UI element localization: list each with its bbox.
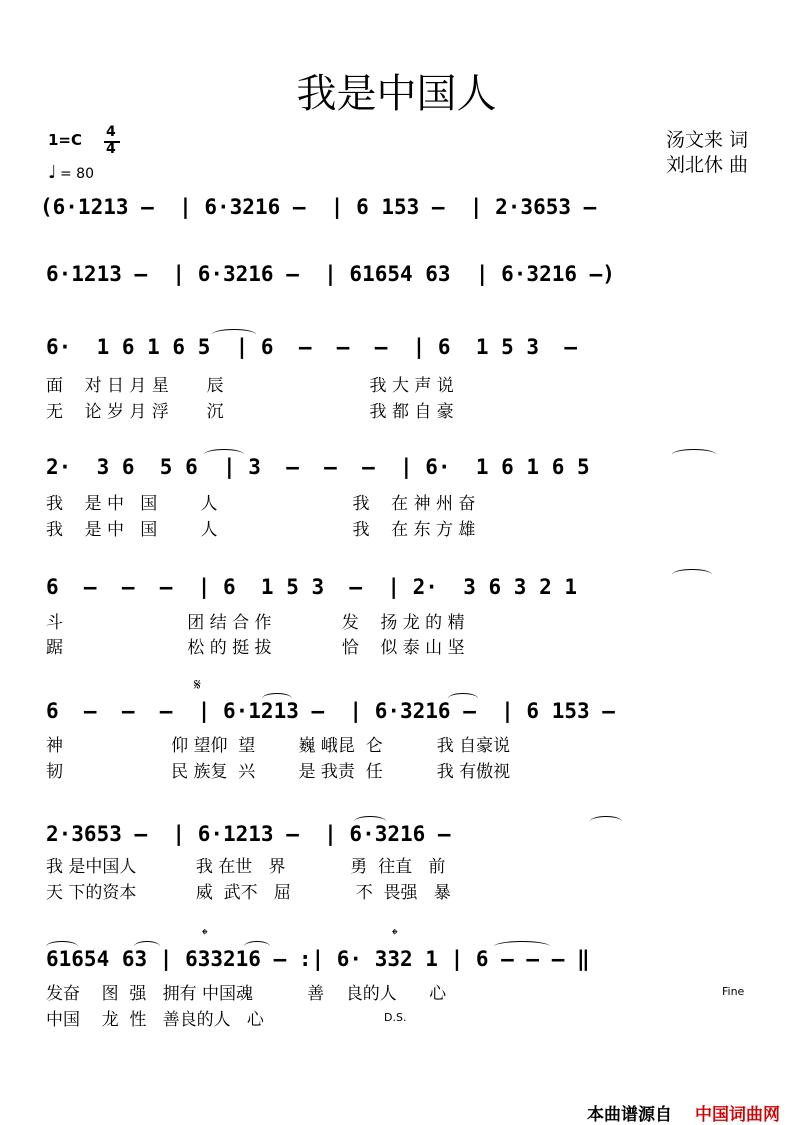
slur	[262, 693, 292, 704]
coda-icon: 𝄌	[392, 925, 398, 944]
slur	[354, 816, 386, 827]
slur	[134, 941, 160, 952]
score-system-1	[0, 195, 793, 235]
score-system-4	[0, 455, 793, 540]
segno-icon: 𝄋	[194, 675, 201, 694]
lyric-line-2: 踞 松 的 挺 拔 恰 似 泰 山 坚	[46, 638, 465, 658]
time-signature-top: 4	[106, 124, 116, 140]
slur	[244, 941, 270, 952]
score-system-6	[0, 675, 793, 782]
melody-line: 2· 3 6 5 6 | 3 – – – | 6· 1 6 1 6 5	[46, 455, 590, 479]
footer-source-label: 本曲谱源自	[587, 1105, 672, 1125]
footer-site-link[interactable]: 中国词曲网	[695, 1105, 780, 1125]
lyric-line-2: 韧 民 族复 兴 是 我责 任 我 有傲视	[46, 762, 511, 782]
quarter-note-icon: ♩	[48, 162, 57, 183]
melody-line: 6 – – – | 6 1 5 3 – | 2· 3 6 3 2 1	[46, 575, 578, 599]
slur	[448, 693, 478, 704]
key-signature: 1=C	[48, 131, 83, 149]
time-signature-bottom: 4	[106, 141, 116, 157]
page-title: 我是中国人	[296, 71, 497, 117]
lyric-line-1: 神 仰 望仰 望 巍 峨昆 仑 我 自豪说	[46, 736, 511, 756]
slur	[672, 449, 716, 460]
ds-marking: D.S.	[384, 1011, 407, 1024]
score-system-2	[0, 262, 793, 302]
score-system-5	[0, 575, 793, 658]
lyric-line-1: 发奋 图 强 拥有 中国魂 善 良的人 心	[46, 984, 447, 1004]
lyric-line-1: 斗 团 结 合 作 发 扬 龙 的 精	[46, 613, 465, 633]
melody-line: 2·3653 – | 6·1213 – | 6·3216 –	[46, 822, 464, 846]
melody-line: 6·1213 – | 6·3216 – | 61654 63 | 6·3216 –)	[46, 262, 615, 286]
lyric-line-2: 中国 龙 性 善良的人 心	[46, 1010, 264, 1030]
lyricist-credit: 汤文来 词	[665, 129, 748, 151]
fine-marking: Fine	[722, 985, 745, 998]
slur	[672, 569, 712, 580]
slur	[212, 329, 256, 340]
lyric-line-2: 我 是 中 国 人 我 在 东 方 雄	[46, 520, 476, 540]
slur	[494, 941, 550, 952]
composer-credit: 刘北休 曲	[665, 154, 748, 176]
slur	[590, 816, 622, 827]
lyric-line-1: 我 是 中 国 人 我 在 神 州 奋	[46, 494, 476, 514]
coda-icon: 𝄌	[202, 925, 208, 944]
slur	[46, 941, 78, 952]
lyric-line-1: 我 是中国人 我 在世 界 勇 往直 前	[46, 857, 446, 877]
melody-line: 6 – – – | 6·1213 – | 6·3216 – | 6 153 –	[46, 699, 628, 723]
score-system-8	[0, 925, 793, 1030]
melody-line: 61654 63 | 633216 – :| 6· 332 1 | 6 – – – ‖	[46, 947, 590, 971]
melody-line: 6· 1 6 1 6 5 | 6 – – – | 6 1 5 3 –	[46, 335, 590, 359]
score-system-7	[0, 822, 793, 903]
score-system-3	[0, 335, 793, 422]
tempo-marking: = 80	[60, 166, 94, 182]
slur	[204, 449, 244, 460]
lyric-line-1: 面 对 日 月 星 辰 我 大 声 说	[46, 376, 454, 396]
lyric-line-2: 无 论 岁 月 浮 沉 我 都 自 豪	[46, 402, 454, 422]
melody-line: (6·1213 – | 6·3216 – | 6 153 – | 2·3653 –	[40, 195, 609, 219]
lyric-line-2: 天 下的资本 威 武不 屈 不 畏强 暴	[46, 883, 451, 903]
